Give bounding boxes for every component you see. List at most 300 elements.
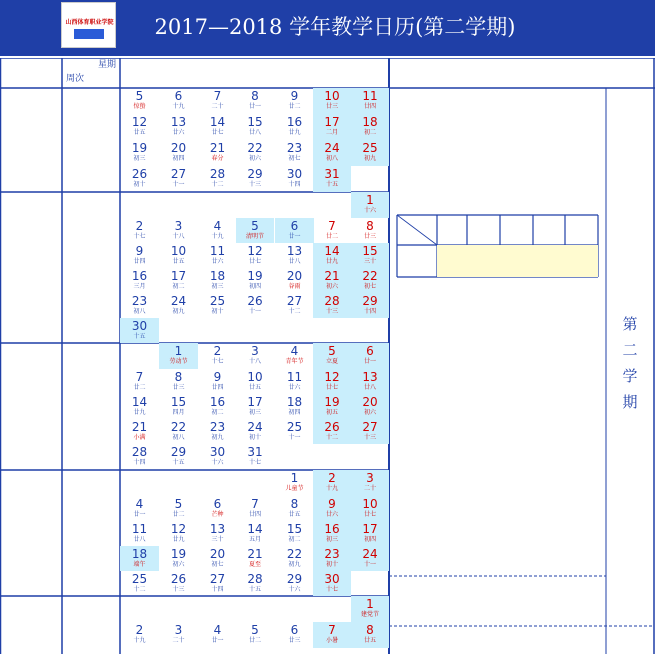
day-cell <box>159 293 198 318</box>
day-cell <box>275 218 314 243</box>
day-number: 24 <box>324 141 340 155</box>
day-cell <box>236 114 274 140</box>
day-cell <box>351 622 389 648</box>
day-number: 11 <box>286 370 303 384</box>
lunar-date: 廿五 <box>133 129 146 136</box>
day-cell <box>275 596 314 622</box>
lunar-date: 十一 <box>363 561 376 568</box>
lunar-date: 初六 <box>172 561 185 568</box>
day-cell <box>236 546 274 571</box>
lunar-date: 廿五 <box>288 511 301 518</box>
day-number: 10 <box>170 244 187 258</box>
lunar-date: 谷雨 <box>288 283 301 290</box>
lunar-date: 十二 <box>133 586 146 593</box>
lunar-date: 初五 <box>325 409 338 416</box>
day-cell <box>275 521 314 546</box>
mini-month <box>397 245 437 277</box>
day-cell <box>198 571 237 596</box>
day-cell <box>313 343 351 369</box>
day-cell <box>120 192 159 218</box>
day-number: 2 <box>213 344 222 358</box>
day-number: 22 <box>362 269 378 283</box>
day-cell <box>236 243 274 268</box>
lunar-date: 廿六 <box>211 258 224 265</box>
lunar-date: 廿八 <box>133 536 146 543</box>
day-cell <box>120 546 159 571</box>
lunar-date: 二十 <box>211 103 224 110</box>
lunar-date: 初二 <box>172 283 185 290</box>
day-number: 26 <box>324 420 340 434</box>
day-cell <box>351 88 389 114</box>
day-cell <box>198 88 237 114</box>
lunar-date: 二月 <box>325 129 338 136</box>
schedule-time <box>480 430 590 446</box>
day-number: 21 <box>324 269 340 283</box>
school-logo <box>61 2 116 48</box>
day-number: 6 <box>213 497 222 511</box>
week-number <box>62 546 120 571</box>
day-number: 4 <box>135 497 144 511</box>
lunar-date: 廿六 <box>288 384 301 391</box>
lunar-date: 廿一 <box>363 358 376 365</box>
day-cell <box>198 546 237 571</box>
day-cell <box>351 268 389 293</box>
day-cell <box>198 419 237 444</box>
day-number: 19 <box>247 269 263 283</box>
day-number: 3 <box>174 219 183 233</box>
day-cell <box>236 268 274 293</box>
lunar-date: 初十 <box>325 561 338 568</box>
day-number: 18 <box>286 395 303 409</box>
day-cell <box>351 166 389 192</box>
day-cell <box>275 419 314 444</box>
day-cell <box>159 394 198 419</box>
day-cell <box>198 218 237 243</box>
day-cell <box>120 596 159 622</box>
day-cell <box>275 394 314 419</box>
week-number <box>62 243 120 268</box>
day-cell <box>313 571 351 596</box>
lunar-date: 廿一 <box>211 637 224 644</box>
weekday-header <box>236 58 274 88</box>
schedule-time <box>480 478 590 494</box>
day-number: 6 <box>366 344 374 358</box>
lunar-date: 五月 <box>248 536 261 543</box>
day-number: 14 <box>131 395 148 409</box>
day-cell <box>275 546 314 571</box>
calendar-grid <box>0 58 655 654</box>
day-number: 2 <box>135 623 144 637</box>
day-number: 8 <box>366 623 374 637</box>
day-number: 17 <box>170 269 187 283</box>
week-number <box>62 622 120 648</box>
week-number <box>62 140 120 166</box>
day-number: 3 <box>251 344 259 358</box>
lunar-date: 十六 <box>211 459 224 466</box>
week-number <box>62 596 120 622</box>
lunar-date: 三十 <box>211 536 224 543</box>
day-cell <box>351 114 389 140</box>
day-number: 30 <box>209 445 226 459</box>
day-cell <box>120 88 159 114</box>
day-cell <box>159 622 198 648</box>
day-cell <box>120 318 159 343</box>
lunar-date: 十三 <box>248 181 261 188</box>
lunar-date: 廿四 <box>133 258 146 265</box>
day-number: 28 <box>324 294 340 308</box>
weekday-header <box>313 58 351 88</box>
lunar-date: 初三 <box>211 283 224 290</box>
day-number: 29 <box>362 294 378 308</box>
day-number: 2 <box>328 471 336 485</box>
day-cell <box>275 496 314 521</box>
lunar-date: 十五 <box>248 586 261 593</box>
day-number: 2 <box>135 219 144 233</box>
lunar-date: 十七 <box>133 233 146 240</box>
day-cell <box>159 343 198 369</box>
lunar-date: 十二 <box>325 434 338 441</box>
lunar-date: 初六 <box>325 283 338 290</box>
weekday-header <box>275 58 314 88</box>
day-cell <box>120 166 159 192</box>
lunar-date: 廿八 <box>288 258 301 265</box>
day-cell <box>313 521 351 546</box>
day-cell <box>236 192 274 218</box>
day-cell <box>313 166 351 192</box>
day-number: 5 <box>328 344 336 358</box>
day-cell <box>313 419 351 444</box>
day-number: 13 <box>209 522 226 536</box>
day-number: 1 <box>366 193 374 207</box>
day-cell <box>236 419 274 444</box>
week-number <box>62 571 120 596</box>
lunar-date: 廿九 <box>133 409 146 416</box>
day-number: 15 <box>286 522 303 536</box>
lunar-date: 十一 <box>288 434 301 441</box>
day-number: 25 <box>131 572 148 586</box>
day-cell <box>275 192 314 218</box>
day-number: 30 <box>286 167 303 181</box>
day-number: 1 <box>290 471 299 485</box>
day-cell <box>159 546 198 571</box>
day-cell <box>236 571 274 596</box>
lunar-date: 清明节 <box>245 233 264 240</box>
month-label <box>0 88 62 192</box>
day-number: 16 <box>131 269 148 283</box>
day-cell <box>159 166 198 192</box>
week-number <box>62 192 120 218</box>
schedule-period <box>410 430 490 446</box>
day-number: 25 <box>286 420 303 434</box>
week-number <box>62 394 120 419</box>
week-number <box>62 470 120 496</box>
lunar-date: 初四 <box>172 155 185 162</box>
day-number: 20 <box>170 141 187 155</box>
day-number: 26 <box>131 167 148 181</box>
lunar-date: 十一 <box>172 181 185 188</box>
day-cell <box>313 192 351 218</box>
lunar-date: 十七 <box>248 459 261 466</box>
lunar-date: 初四 <box>248 283 261 290</box>
day-number: 5 <box>251 219 259 233</box>
day-number: 17 <box>247 395 263 409</box>
weekday-header <box>351 58 389 88</box>
lunar-date: 初四 <box>363 536 376 543</box>
day-number: 19 <box>131 141 148 155</box>
day-number: 12 <box>131 115 148 129</box>
day-number: 28 <box>247 572 263 586</box>
day-number: 27 <box>170 167 187 181</box>
day-number: 12 <box>247 244 263 258</box>
day-number: 11 <box>362 89 378 103</box>
day-cell <box>120 521 159 546</box>
day-cell <box>275 622 314 648</box>
day-cell <box>313 596 351 622</box>
lunar-date: 廿七 <box>248 258 261 265</box>
lunar-date: 青年节 <box>285 358 304 365</box>
lunar-date: 惊蛰 <box>133 103 146 110</box>
day-number: 24 <box>247 420 263 434</box>
semester-char: 第 <box>622 315 638 333</box>
day-cell <box>198 596 237 622</box>
day-number: 23 <box>131 294 148 308</box>
day-number: 9 <box>135 244 144 258</box>
lunar-date: 十三 <box>325 308 338 315</box>
schedule-period <box>410 478 490 494</box>
schedule-period <box>410 511 490 527</box>
schedule-time <box>480 495 590 511</box>
day-cell <box>198 369 237 394</box>
lunar-date: 十六 <box>288 586 301 593</box>
lunar-date: 春分 <box>211 155 224 162</box>
day-cell <box>236 166 274 192</box>
lunar-date: 廿二 <box>325 233 338 240</box>
lunar-date: 初十 <box>133 181 146 188</box>
lunar-date: 廿二 <box>172 511 185 518</box>
lunar-date: 廿九 <box>172 536 185 543</box>
day-cell <box>198 496 237 521</box>
note-line <box>398 108 604 126</box>
month-header <box>0 58 62 88</box>
lunar-date: 三十 <box>363 258 376 265</box>
day-cell <box>120 114 159 140</box>
day-number: 28 <box>209 167 226 181</box>
lunar-date: 初九 <box>288 561 301 568</box>
week-number <box>62 318 120 343</box>
day-number: 23 <box>209 420 226 434</box>
week-header <box>62 58 120 88</box>
page-title: 2017—2018 学年教学日历(第二学期) <box>154 15 516 39</box>
lunar-date: 十五 <box>172 459 185 466</box>
lunar-date: 初十 <box>211 308 224 315</box>
day-number: 15 <box>170 395 187 409</box>
lunar-date: 初九 <box>172 308 185 315</box>
weekday-header <box>120 58 159 88</box>
day-cell <box>313 394 351 419</box>
day-number: 8 <box>366 219 374 233</box>
lunar-date: 十八 <box>172 233 185 240</box>
month-label <box>0 192 62 343</box>
day-cell <box>313 88 351 114</box>
week-number <box>62 114 120 140</box>
schedule-time <box>480 414 590 430</box>
mini-value <box>467 245 500 277</box>
day-number: 6 <box>174 89 183 103</box>
day-number: 24 <box>362 547 378 561</box>
semester-char: 期 <box>622 393 638 411</box>
lunar-date: 廿五 <box>248 384 261 391</box>
day-cell <box>198 293 237 318</box>
lunar-date: 芒种 <box>211 511 224 518</box>
lunar-date: 十九 <box>211 233 224 240</box>
day-number: 7 <box>251 497 259 511</box>
lunar-date: 初八 <box>172 434 185 441</box>
day-number: 23 <box>286 141 303 155</box>
day-cell <box>120 268 159 293</box>
day-cell <box>351 571 389 596</box>
day-cell <box>198 470 237 496</box>
mini-corner-month <box>399 231 417 243</box>
day-cell <box>120 496 159 521</box>
day-cell <box>313 496 351 521</box>
day-number: 5 <box>135 89 144 103</box>
day-cell <box>351 470 389 496</box>
lunar-date: 初六 <box>363 409 376 416</box>
lunar-date: 初三 <box>325 536 338 543</box>
day-number: 4 <box>213 219 222 233</box>
notes-header <box>389 58 655 88</box>
day-number: 6 <box>290 219 299 233</box>
day-cell <box>198 268 237 293</box>
day-cell <box>120 419 159 444</box>
schedule-period <box>410 398 490 414</box>
lunar-date: 十七 <box>211 358 224 365</box>
exam-specialty <box>389 588 606 618</box>
day-number: 19 <box>170 547 187 561</box>
day-number: 12 <box>170 522 187 536</box>
week-number <box>62 88 120 114</box>
day-cell <box>236 343 274 369</box>
day-number: 10 <box>362 497 378 511</box>
lunar-date: 端午 <box>133 561 146 568</box>
lunar-date: 十三 <box>172 586 185 593</box>
semester-char: 二 <box>622 341 638 359</box>
day-number: 17 <box>324 115 340 129</box>
day-number: 19 <box>324 395 340 409</box>
day-number: 7 <box>135 370 144 384</box>
lunar-date: 廿一 <box>248 103 261 110</box>
lunar-date: 十四 <box>288 181 301 188</box>
day-number: 15 <box>247 115 263 129</box>
day-cell <box>198 318 237 343</box>
day-number: 29 <box>286 572 303 586</box>
day-number: 20 <box>286 269 303 283</box>
day-cell <box>120 243 159 268</box>
day-cell <box>351 444 389 470</box>
day-cell <box>351 496 389 521</box>
day-number: 15 <box>362 244 378 258</box>
day-cell <box>351 394 389 419</box>
day-cell <box>313 293 351 318</box>
note-line <box>398 314 604 332</box>
semester-label <box>606 88 654 603</box>
lunar-date: 小暑 <box>325 637 338 644</box>
day-cell <box>275 343 314 369</box>
lunar-date: 立夏 <box>325 358 338 365</box>
day-number: 3 <box>174 623 183 637</box>
day-cell <box>236 394 274 419</box>
day-number: 13 <box>170 115 187 129</box>
lunar-date: 廿六 <box>172 129 185 136</box>
lunar-date: 廿二 <box>288 103 301 110</box>
lunar-date: 廿三 <box>288 637 301 644</box>
day-cell <box>351 318 389 343</box>
lunar-date: 十九 <box>133 637 146 644</box>
day-cell <box>159 496 198 521</box>
lunar-date: 四月 <box>172 409 185 416</box>
lunar-date: 初九 <box>363 155 376 162</box>
lunar-date: 初二 <box>363 129 376 136</box>
lunar-date: 十九 <box>172 103 185 110</box>
day-number: 7 <box>328 623 336 637</box>
lunar-date: 初三 <box>133 155 146 162</box>
day-cell <box>313 268 351 293</box>
lunar-date: 初七 <box>288 155 301 162</box>
day-number: 6 <box>290 623 299 637</box>
logo-text: 山西体育职业学院 <box>65 19 114 26</box>
mini-value <box>565 245 598 277</box>
lunar-date: 十五 <box>133 333 146 340</box>
day-number: 1 <box>174 344 183 358</box>
day-number: 18 <box>131 547 148 561</box>
day-number: 28 <box>131 445 148 459</box>
day-cell <box>236 496 274 521</box>
lunar-date: 夏至 <box>248 561 261 568</box>
day-cell <box>198 394 237 419</box>
day-cell <box>198 521 237 546</box>
day-cell <box>159 268 198 293</box>
day-cell <box>351 521 389 546</box>
day-cell <box>120 394 159 419</box>
day-number: 27 <box>286 294 303 308</box>
schedule-period <box>410 495 490 511</box>
lunar-date: 十二 <box>288 308 301 315</box>
day-cell <box>236 596 274 622</box>
day-cell <box>159 243 198 268</box>
day-number: 25 <box>209 294 226 308</box>
day-cell <box>313 114 351 140</box>
lunar-date: 廿二 <box>133 384 146 391</box>
week-number <box>62 166 120 192</box>
week-number <box>62 444 120 470</box>
day-cell <box>120 470 159 496</box>
day-number: 18 <box>362 115 378 129</box>
day-number: 5 <box>174 497 183 511</box>
day-number: 11 <box>131 522 148 536</box>
day-number: 9 <box>328 497 336 511</box>
lunar-date: 廿四 <box>363 103 376 110</box>
day-cell <box>313 470 351 496</box>
lunar-date: 廿一 <box>133 511 146 518</box>
day-cell <box>236 218 274 243</box>
day-cell <box>313 444 351 470</box>
day-cell <box>159 571 198 596</box>
week-number <box>62 268 120 293</box>
mini-weekday <box>467 215 500 245</box>
day-cell <box>159 140 198 166</box>
week-number <box>62 369 120 394</box>
mini-value <box>437 245 467 277</box>
